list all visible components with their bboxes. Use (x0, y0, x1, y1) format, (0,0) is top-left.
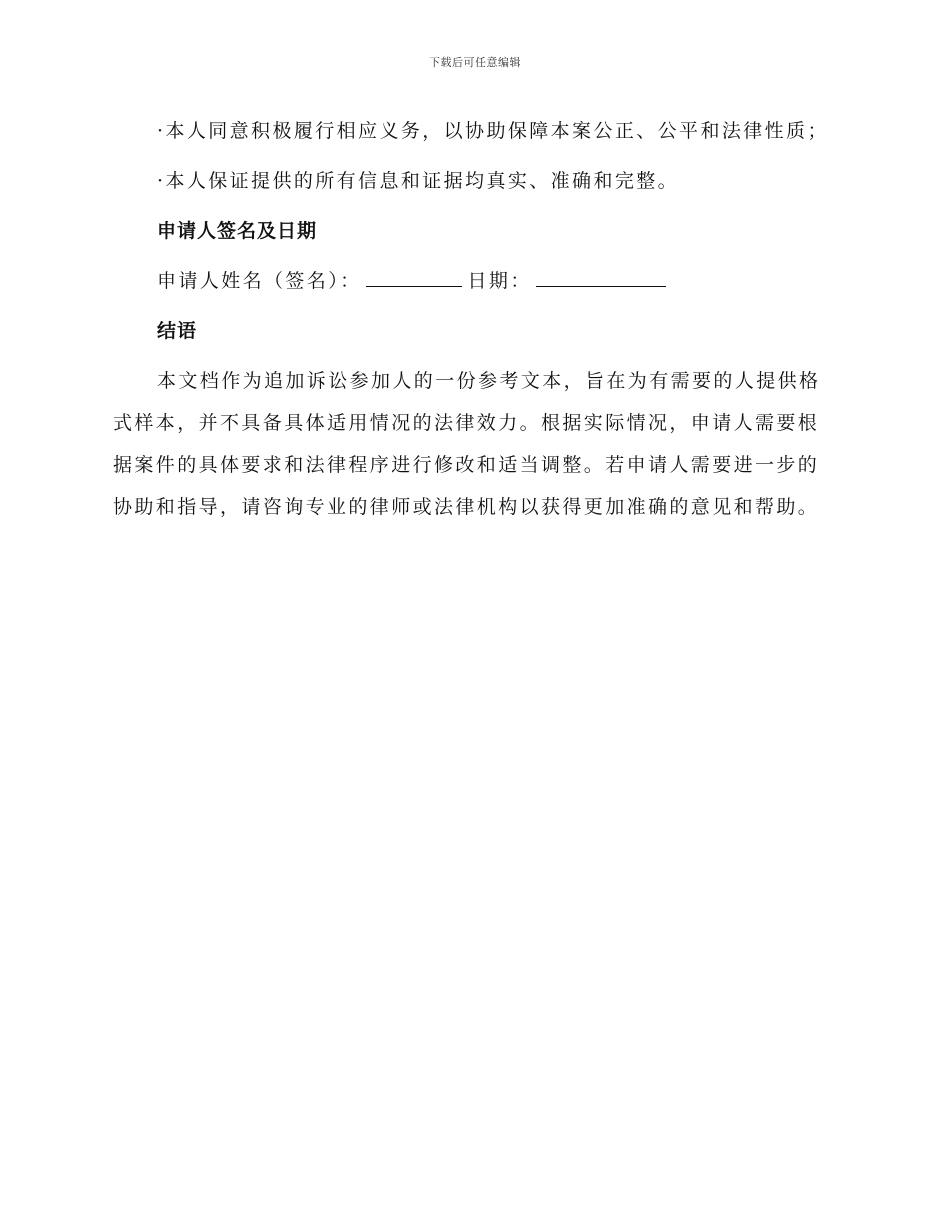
applicant-name-blank (366, 268, 462, 287)
date-label: 日期： (467, 270, 532, 292)
page-header-note: 下载后可任意编辑 (429, 56, 521, 69)
document-content (113, 110, 829, 528)
conclusion-section-heading: 结语 (157, 320, 198, 342)
applicant-name-label: 申请人姓名（签名）： (157, 270, 362, 292)
bullet-item-guarantee: ·本人保证提供的所有信息和证据均真实、准确和完整。 (157, 170, 680, 192)
signature-section-heading: 申请人签名及日期 (157, 220, 318, 242)
conclusion-paragraph: 本文档作为追加诉讼参加人的一份参考文本，旨在为有需要的人提供格式样本，并不具备具体适用情况的法律效力。根据实际情况，申请人需要根据案件的具体要求和法律程序进行修改和适当调整。若申请人需要进一步的协助和指导，请咨询专业的律师或法律机构以获得更加准确的意见和帮助。 (113, 370, 821, 518)
signature-line (113, 260, 829, 302)
date-blank (536, 268, 666, 287)
bullet-item-obligation: ·本人同意积极履行相应义务，以协助保障本案公正、公平和法律性质； (157, 120, 829, 142)
